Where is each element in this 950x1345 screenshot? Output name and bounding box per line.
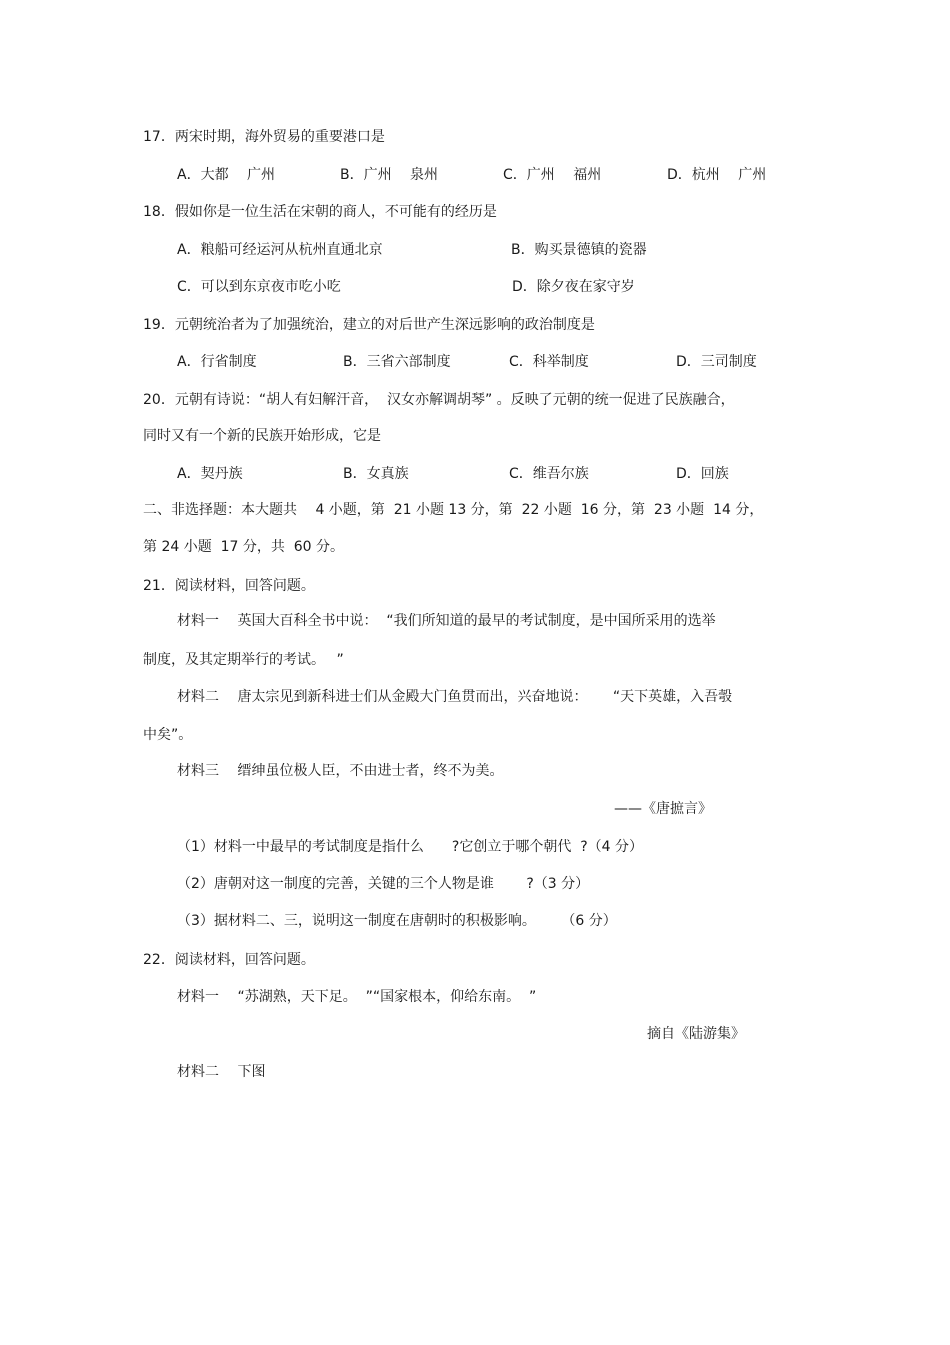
q21-source: ——《唐摭言》 xyxy=(614,801,712,817)
q21-subquestion-1: （1）材料一中最早的考试制度是指什么 ?它创立于哪个朝代 ?（4 分） xyxy=(177,839,644,855)
q18-option-b: B．购买景德镇的瓷器 xyxy=(511,242,647,258)
q17-option-a: A．大都 广州 xyxy=(177,167,276,183)
q19-stem: 19．元朝统治者为了加强统治，建立的对后世产生深远影响的政治制度是 xyxy=(143,317,595,333)
q20-option-c: C．维吾尔族 xyxy=(509,466,589,482)
q18-stem: 18．假如你是一位生活在宋朝的商人，不可能有的经历是 xyxy=(143,204,497,220)
q20-stem-line1: 20．元朝有诗说：“胡人有妇解汗音， 汉女亦解调胡琴” 。反映了元朝的统一促进了民族融合， xyxy=(143,392,735,408)
q18-option-c: C．可以到东京夜市吃小吃 xyxy=(177,279,341,295)
q19-option-a: A．行省制度 xyxy=(177,354,257,370)
q22-stem: 22．阅读材料，回答问题。 xyxy=(143,952,315,968)
q17-stem: 17．两宋时期，海外贸易的重要港口是 xyxy=(143,129,385,145)
q21-material2-line2: 中矣”。 xyxy=(143,727,193,743)
q18-option-a: A．粮船可经运河从杭州直通北京 xyxy=(177,242,383,258)
q20-option-a: A．契丹族 xyxy=(177,466,243,482)
q21-subquestion-2: （2）唐朝对这一制度的完善，关键的三个人物是谁 ?（3 分） xyxy=(177,876,590,892)
q18-option-d: D．除夕夜在家守岁 xyxy=(512,279,635,295)
q21-material2-line1: 材料二 唐太宗见到新科进士们从金殿大门鱼贯而出，兴奋地说： “天下英雄，入吾彀 xyxy=(177,689,733,705)
q20-option-d: D．回族 xyxy=(676,466,729,482)
q21-subquestion-3: （3）据材料二、三，说明这一制度在唐朝时的积极影响。 （6 分） xyxy=(177,913,617,929)
q21-stem: 21．阅读材料，回答问题。 xyxy=(143,578,315,594)
q17-option-d: D．杭州 广州 xyxy=(667,167,767,183)
q20-option-b: B．女真族 xyxy=(343,466,409,482)
q19-option-b: B．三省六部制度 xyxy=(343,354,451,370)
q22-material1: 材料一 “苏湖熟，天下足。 ”“国家根本，仰给东南。 ” xyxy=(177,989,537,1005)
section2-heading-line1: 二、非选择题：本大题共 4 小题，第 21 小题 13 分，第 22 小题 16 分，第 23 小题 14 分， xyxy=(143,502,764,518)
q21-material1-line1: 材料一 英国大百科全书中说： “我们所知道的最早的考试制度，是中国所采用的选举 xyxy=(177,613,716,629)
section2-heading-line2: 第 24 小题 17 分，共 60 分。 xyxy=(143,539,345,555)
q17-option-c: C．广州 福州 xyxy=(503,167,602,183)
q21-material3: 材料三 缙绅虽位极人臣，不由进士者，终不为美。 xyxy=(177,763,504,779)
q21-material1-line2: 制度，及其定期举行的考试。 ” xyxy=(143,652,344,668)
q22-source: 摘自《陆游集》 xyxy=(647,1026,745,1042)
q22-material2: 材料二 下图 xyxy=(177,1064,266,1080)
q20-stem-line2: 同时又有一个新的民族开始形成，它是 xyxy=(143,428,381,444)
q19-option-d: D．三司制度 xyxy=(676,354,757,370)
q19-option-c: C．科举制度 xyxy=(509,354,589,370)
q17-option-b: B．广州 泉州 xyxy=(340,167,439,183)
